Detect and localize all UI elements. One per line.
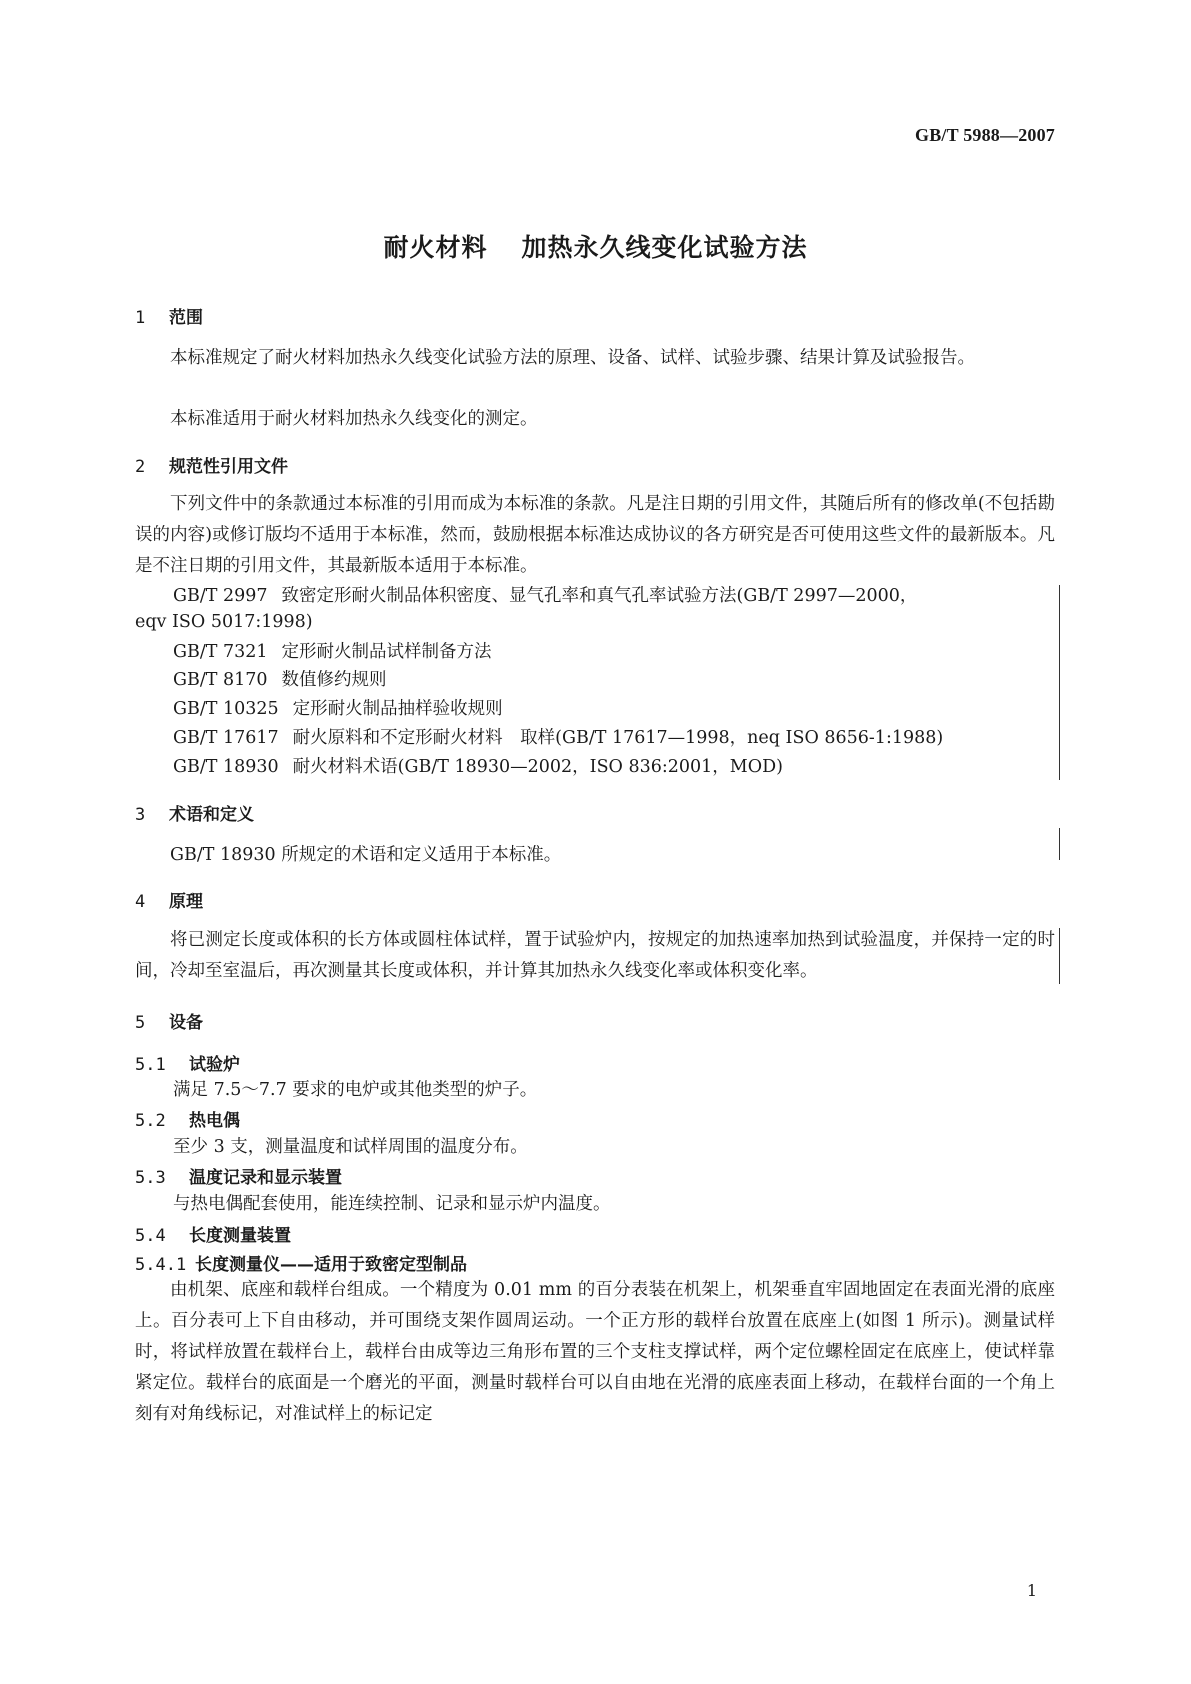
subsection-heading-5-4-1: 5.4.1 长度测量仪——适用于致密定型制品 [135,1255,467,1275]
section-heading-3: 3 术语和定义 [135,805,254,825]
reference-item-continuation: eqv ISO 5017:1998) [135,612,313,632]
paragraph: 由机架、底座和载样台组成。一个精度为 0.01 mm 的百分表装在机架上，机架垂直牢固地固定在表面光滑的底座上。百分表可上下自由移动，并可围绕支架作圆周运动。一个正方形的载样台放置在底座上(如图 1 所示)。测量试样时，将试样放置在载样台上，载样台由成等边三角形布置的三个支柱支撑试样，两个定位螺栓固定在底座上，使试样靠紧定位。载样台的底面是一个磨光的平面，测量时载样台可以自由地在光滑的底座表面上移动，在载样台面的一个角上刻有对角线标记，对准试样上的标记定 [135,1280,1055,1424]
paragraph: 本标准规定了耐火材料加热永久线变化试验方法的原理、设备、试样、试验步骤、结果计算及试验报告。 [170,348,975,368]
standard-code: GB/T 5988—2007 [915,125,1055,145]
paragraph: 将已测定长度或体积的长方体或圆柱体试样，置于试验炉内，按规定的加热速率加热到试验温度，并保持一定的时间，冷却至室温后，再次测量其长度或体积，并计算其加热永久线变化率或体积变化率。 [135,930,1055,981]
reference-item: GB/T 10325 定形耐火制品抽样验收规则 [173,699,503,719]
reference-item: GB/T 18930 耐火材料术语(GB/T 18930—2002，ISO 836:2001，MOD) [173,757,783,777]
subsection-heading-5-1: 5.1 试验炉 [135,1055,240,1075]
document-title [0,228,1191,264]
subsection-heading-5-4: 5.4 长度测量装置 [135,1226,291,1246]
section-heading-2: 2 规范性引用文件 [135,457,288,477]
paragraph: 本标准适用于耐火材料加热永久线变化的测定。 [170,409,538,429]
title-part-1: 耐火材料 [383,233,488,262]
reference-item: GB/T 7321 定形耐火制品试样制备方法 [173,642,492,662]
change-bar [1059,828,1060,860]
subsection-text: 满足 7.5～7.7 要求的电炉或其他类型的炉子。 [173,1080,538,1100]
reference-item: GB/T 2997 致密定形耐火制品体积密度、显气孔率和真气孔率试验方法(GB/T 2997—2000， [173,586,918,606]
section-heading-1: 1 范围 [135,308,203,328]
subsection-text: 与热电偶配套使用，能连续控制、记录和显示炉内温度。 [173,1194,611,1214]
title-part-2: 加热永久线变化试验方法 [521,233,808,262]
paragraph: GB/T 18930 所规定的术语和定义适用于本标准。 [170,845,562,865]
change-bar [1059,585,1060,780]
section-heading-4: 4 原理 [135,892,203,912]
reference-item: GB/T 17617 耐火原料和不定形耐火材料 取样(GB/T 17617—1998，neq ISO 8656-1:1988) [173,728,944,748]
reference-item: GB/T 8170 数值修约规则 [173,670,387,690]
paragraph: 下列文件中的条款通过本标准的引用而成为本标准的条款。凡是注日期的引用文件，其随后所有的修改单(不包括勘误的内容)或修订版均不适用于本标准，然而，鼓励根据本标准达成协议的各方研究是否可使用这些文件的最新版本。凡是不注日期的引用文件，其最新版本适用于本标准。 [135,494,1055,576]
change-bar [1059,928,1060,984]
subsection-heading-5-3: 5.3 温度记录和显示装置 [135,1168,342,1188]
section-heading-5: 5 设备 [135,1013,203,1033]
subsection-heading-5-2: 5.2 热电偶 [135,1111,240,1131]
page-number: 1 [1026,1581,1037,1600]
subsection-text: 至少 3 支，测量温度和试样周围的温度分布。 [173,1137,528,1157]
